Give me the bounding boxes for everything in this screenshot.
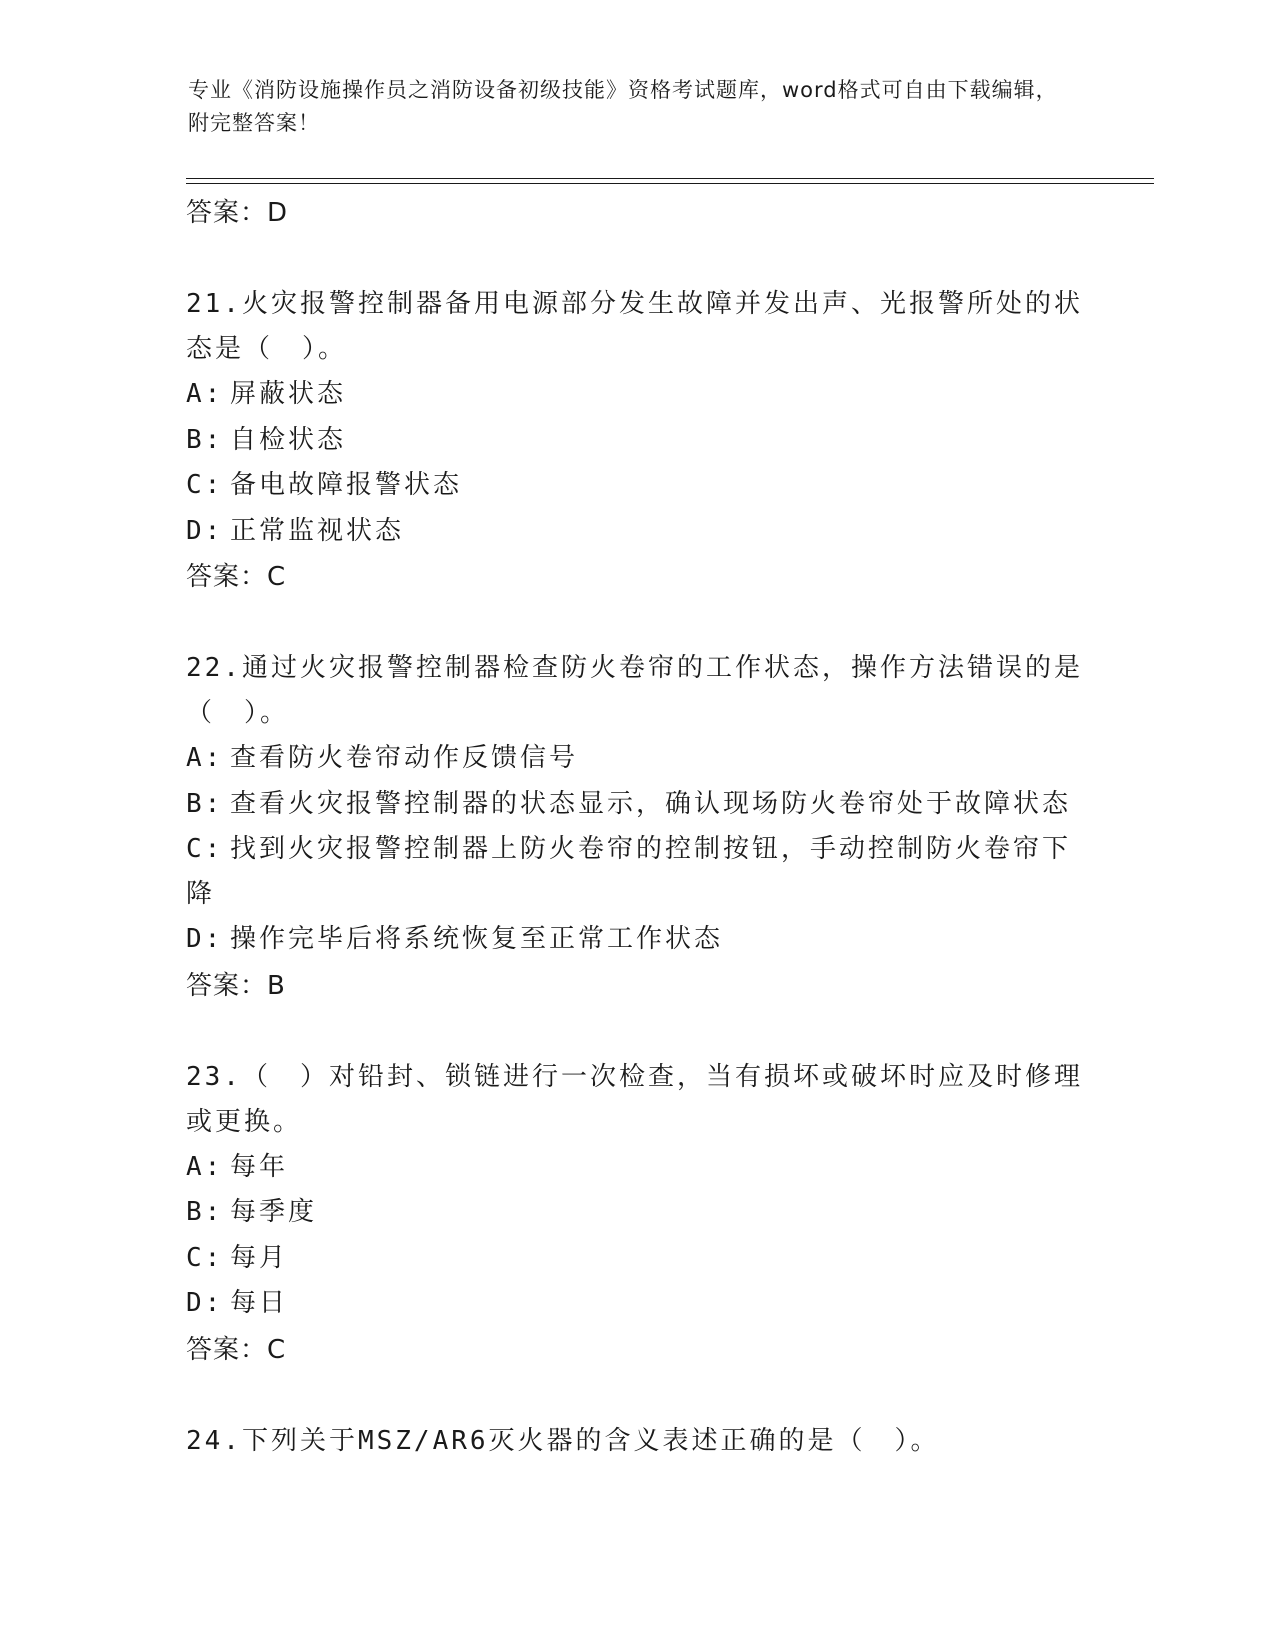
option-a bbox=[186, 736, 1086, 782]
question-21: 21.火灾报警控制器备用电源部分发生故障并发出声、光报警所处的状态是（ ）。 bbox=[186, 289, 1083, 364]
header-rule-bottom bbox=[186, 183, 1154, 184]
option-text: 查看火灾报警控制器的状态显示，确认现场防火卷帘处于故障状态 bbox=[230, 788, 1072, 819]
question-24: 24.下列关于MSZ/AR6灭火器的含义表述正确的是（ ）。 bbox=[186, 1425, 940, 1456]
option-label: C: bbox=[186, 470, 224, 500]
option-text: 查看防火卷帘动作反馈信号 bbox=[230, 743, 579, 773]
option-label: B: bbox=[186, 1197, 224, 1227]
option-b bbox=[186, 782, 1086, 828]
option-label: C: bbox=[186, 1242, 224, 1273]
option-b bbox=[186, 418, 1086, 464]
option-text: 正常监视状态 bbox=[230, 515, 405, 546]
option-text: 操作完毕后将系统恢复至正常工作状态 bbox=[230, 924, 724, 954]
option-c bbox=[186, 1236, 1086, 1282]
option-label: A: bbox=[186, 379, 224, 409]
header-rule-top bbox=[186, 178, 1154, 179]
option-text: 每年 bbox=[230, 1151, 289, 1182]
option-text: 屏蔽状态 bbox=[230, 379, 347, 409]
option-label: B: bbox=[186, 424, 224, 455]
option-d bbox=[186, 509, 1086, 555]
option-a bbox=[186, 1145, 1086, 1191]
document-header: 专业《消防设施操作员之消防设备初级技能》资格考试题库，word格式可自由下载编辑，附完整答案！ bbox=[188, 78, 1058, 135]
option-label: D: bbox=[186, 515, 224, 546]
option-text: 自检状态 bbox=[230, 424, 347, 455]
option-label: A: bbox=[186, 1151, 224, 1182]
option-b bbox=[186, 1190, 1086, 1236]
answer-line: 答案：B bbox=[186, 970, 286, 1001]
answer-line: 答案：D bbox=[186, 198, 289, 228]
option-label: A: bbox=[186, 743, 224, 773]
question-list bbox=[186, 190, 1086, 1464]
question-22: 22.通过火灾报警控制器检查防火卷帘的工作状态，操作方法错误的是（ ）。 bbox=[186, 653, 1083, 728]
question-23: 23.（ ）对铅封、锁链进行一次检查，当有损坏或破坏时应及时修理或更换。 bbox=[186, 1061, 1083, 1137]
option-label: C: bbox=[186, 834, 224, 864]
answer-line: 答案：C bbox=[186, 1334, 287, 1365]
option-text: 找到火灾报警控制器上防火卷帘的控制按钮，手动控制防火卷帘下降 bbox=[186, 834, 1072, 909]
option-label: B: bbox=[186, 788, 224, 819]
answer-line: 答案：C bbox=[186, 562, 287, 592]
option-c bbox=[186, 463, 1086, 509]
option-text: 每日 bbox=[230, 1288, 289, 1318]
option-c bbox=[186, 827, 1086, 917]
option-label: D: bbox=[186, 924, 224, 954]
option-text: 每季度 bbox=[230, 1197, 318, 1227]
option-text: 备电故障报警状态 bbox=[230, 470, 463, 500]
option-d bbox=[186, 1281, 1086, 1327]
option-d bbox=[186, 917, 1086, 963]
option-a bbox=[186, 372, 1086, 418]
option-text: 每月 bbox=[230, 1242, 289, 1273]
option-label: D: bbox=[186, 1288, 224, 1318]
